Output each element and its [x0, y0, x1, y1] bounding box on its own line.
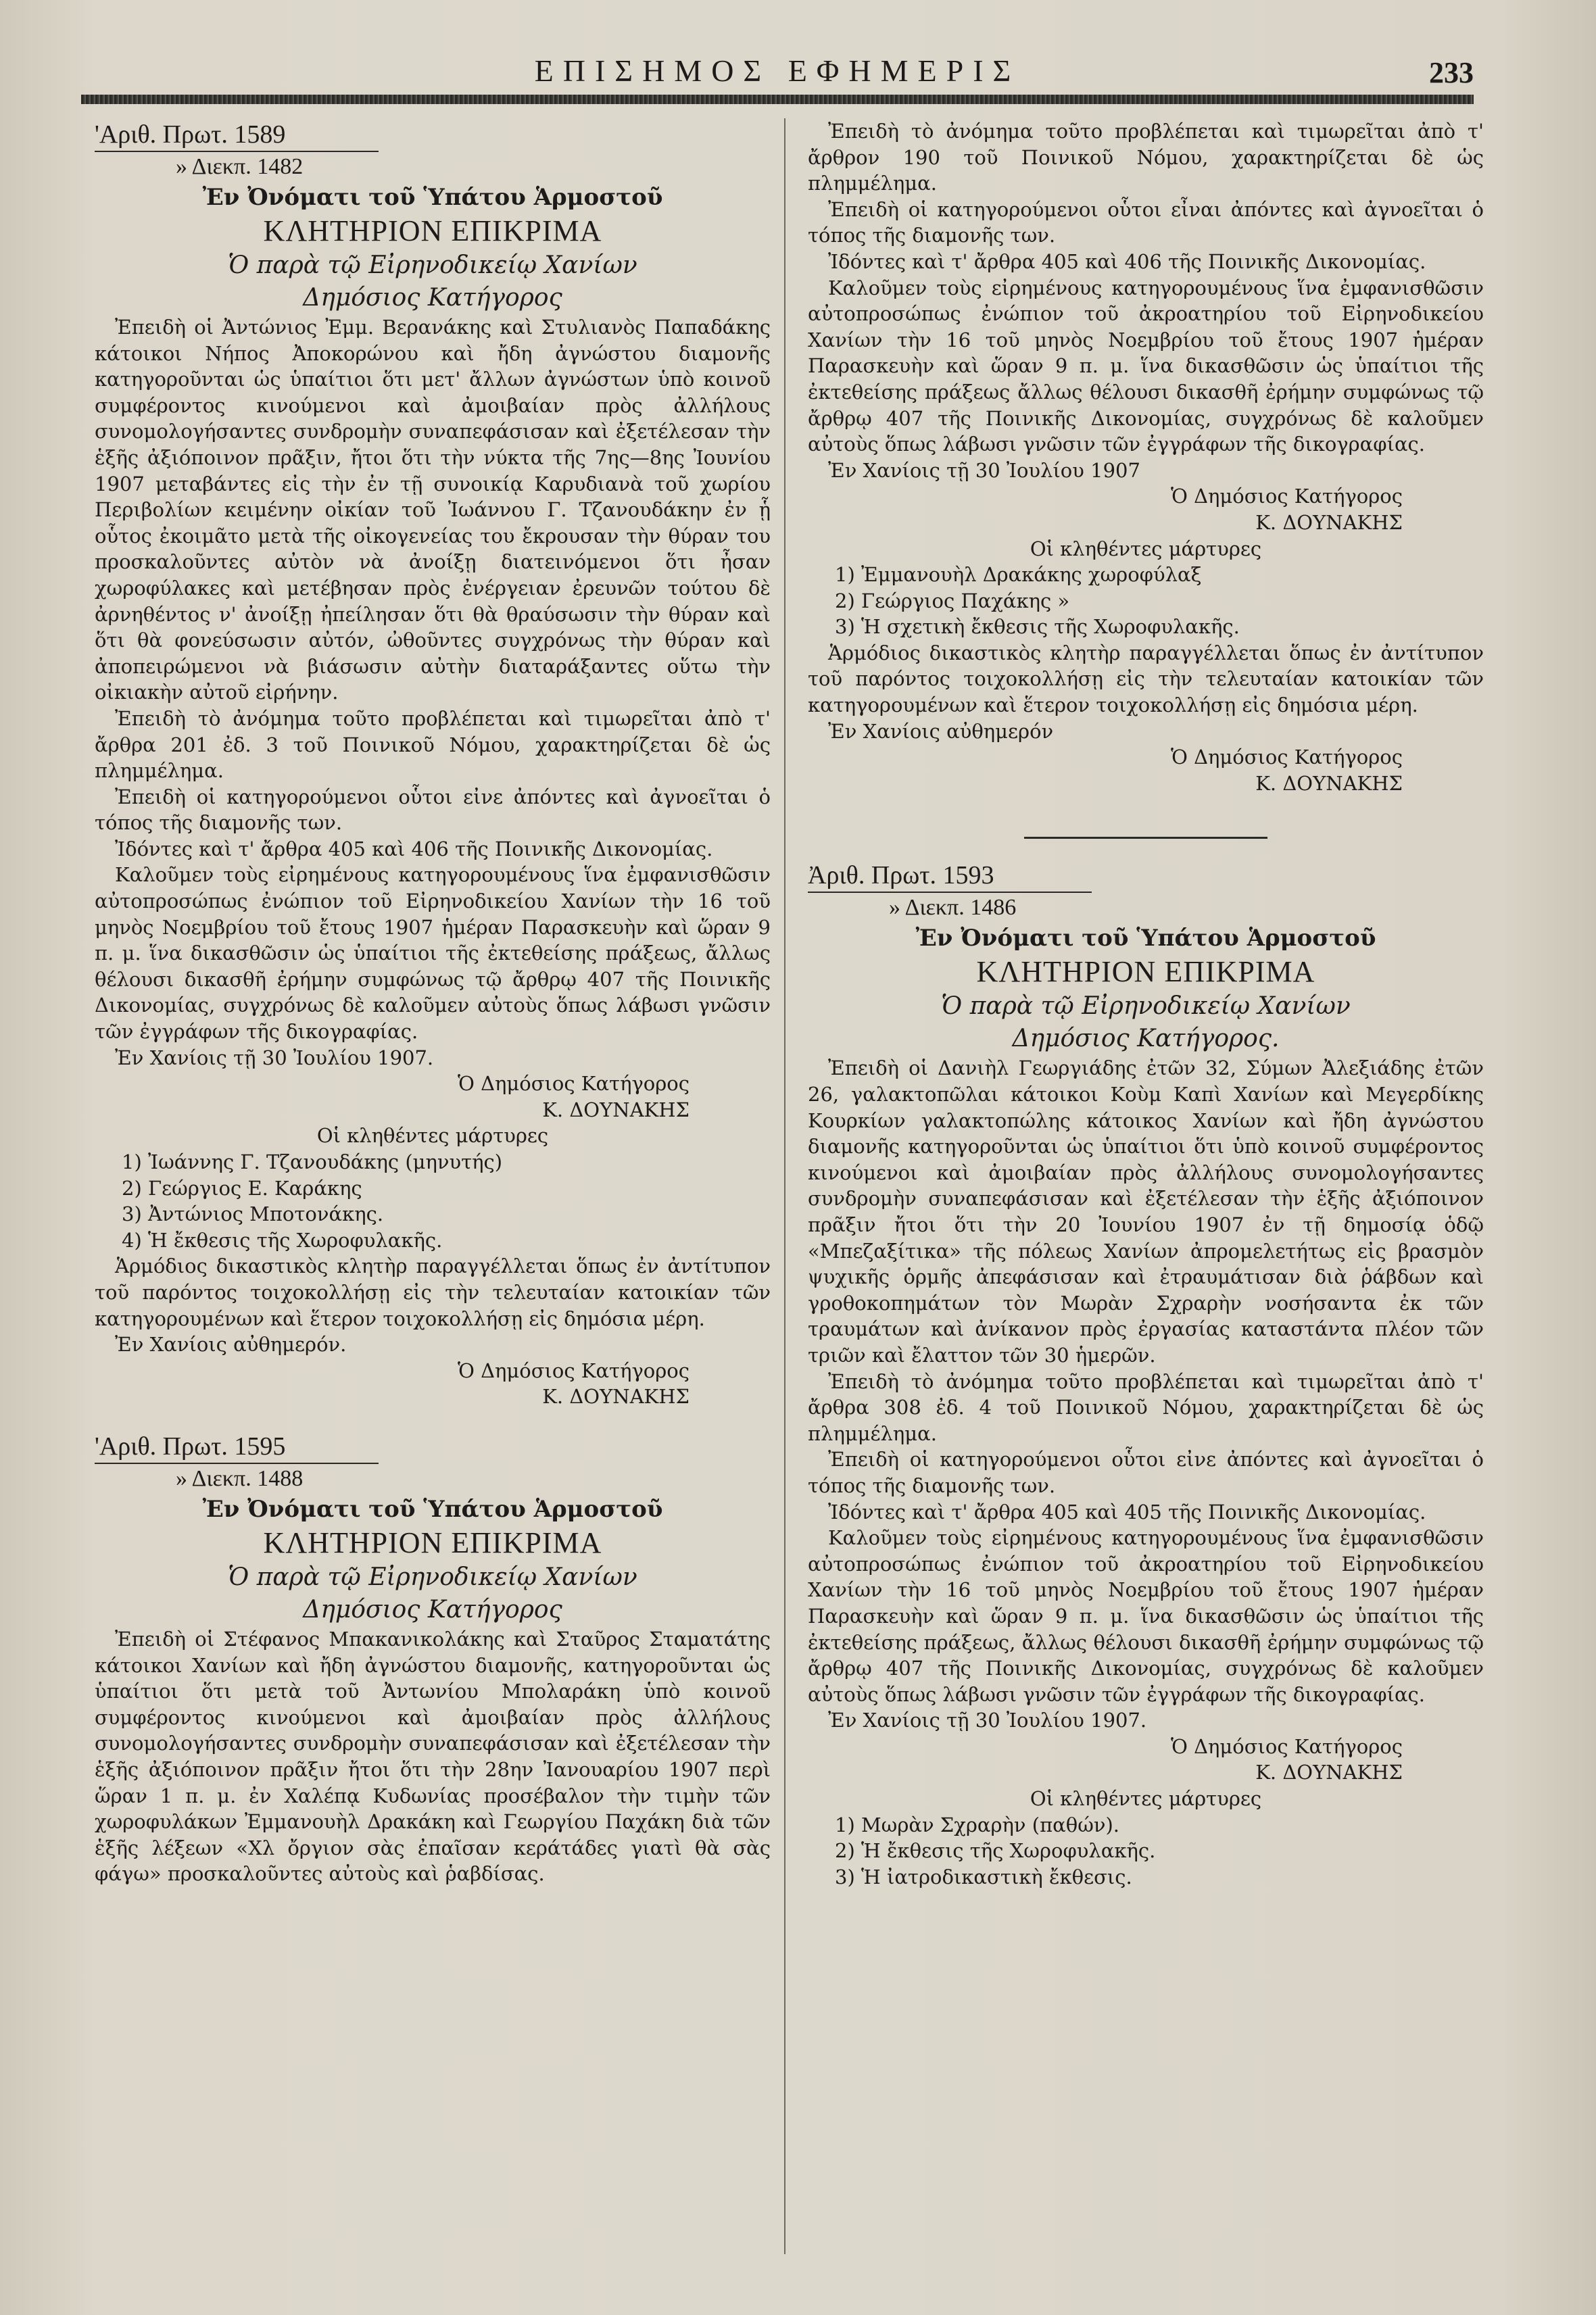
- page-header: [81, 47, 1474, 101]
- notice-body: Ἐπειδὴ τὸ ἀνόμημα τοῦτο προβλέπεται καὶ τιμωρεῖται ἀπὸ τ' ἄρθρα 308 ἐδ. 4 τοῦ Ποινικοῦ Νόμου, χαρακτηρίζεται δὲ ὡς πλημμέλημα.: [808, 1369, 1484, 1445]
- notice-body: Ἐπειδὴ οἱ Δανιὴλ Γεωργιάδης ἐτῶν 32, Σύμων Ἀλεξιάδης ἐτῶν 26, γαλακτοπῶλαι κάτοικοι Κοὺμ Καπὶ Χανίων καὶ Μεγερδίκης Κουρκίων γαλακτοπώλης κάτοικος Χανίων καὶ ἤδη ἀγνώστου διαμονῆς κατηγοροῦνται ὡς ὑπαίτιοι ὅτι ὑπὸ κοινοῦ συμφέροντος κινούμενοι καὶ ἀμοιβαίαν πρὸς ἀλλήλους συνομολογήσαντες συνδρομὴν συναπεφάσισαν καὶ ἐξετέλεσαν τὴν ἑξῆς ἀξιόποινον πρᾶξιν ἤτοι ὅτι τὴν 20 Ἰουνίου 1907 ἐν τῇ δημοσίᾳ ὁδῷ «Μπεζαξίτικα» τῆς πόλεως Χανίων ἀπρομελετήτως εἰς βρασμὸν ψυχικῆς ὁρμῆς ἀπεφάσισαν καὶ ἐτραυμάτισαν διὰ ῥάβδων καὶ γροθοκοπημάτων τὸν Μωρὰν Σχραρὴν νοσήσαντα ἐκ τῶν τραυμάτων καὶ ἀνίκανον πρὸς ἐργασίας καταστάντα πλέον τῶν τριῶν καὶ ἔλαττον τῶν 30 ἡμερῶν.: [808, 1056, 1484, 1367]
- notice-body: Ἐπειδὴ οἱ κατηγορούμενοι οὗτοι εἶναι ἀπόντες καὶ ἀγνοεῖται ὁ τόπος τῆς διαμονῆς των.: [808, 197, 1484, 247]
- invocation: Ἐν Ὀνόματι τοῦ Ὑπάτου Ἁρμοστοῦ: [202, 1495, 663, 1523]
- header-rule: [81, 95, 1474, 104]
- list-item: 2) Γεώργιος Παχάκης »: [835, 589, 1070, 612]
- notice-heading: ΚΛΗΤΗΡΙΟΝ ΕΠΙΚΡΙΜΑ: [263, 1526, 602, 1559]
- signer-title: Ὁ Δημόσιος Κατήγορος: [457, 1072, 690, 1096]
- signer-name: Κ. ΔΟΥΝΑΚΗΣ: [542, 1098, 690, 1121]
- signer-name: Κ. ΔΟΥΝΑΚΗΣ: [1255, 1761, 1403, 1784]
- notice-body: Ἐπειδὴ οἱ Στέφανος Μπακανικολάκης καὶ Σταῦρος Σταματάτης κάτοικοι Χανίων καὶ ἤδη ἀγνώστου διαμονῆς, κατηγοροῦνται ὡς ὑπαίτιοι ὅτι μετὰ τοῦ Ἀντωνίου Μπολαράκη ὑπὸ κοινοῦ συμφέροντος κινούμενοι καὶ ἀμοιβαίαν πρὸς ἀλλήλους συνομολογήσαντες συνδρομὴν συναπεφάσισαν καὶ ἐξετέλεσαν τὴν ἑξῆς ἀξιόποινον πρᾶξιν ἤτοι ὅτι τὴν 28ην Ἰανουαρίου 1907 περὶ ὥραν 1 π. μ. ἐν Χαλέπᾳ Κυδωνίας προσέβαλον τὴν τιμὴν τῶν χωροφυλάκων Ἐμμανουὴλ Δρακάκη καὶ Γεωργίου Παχάκη διὰ τῶν ἑξῆς λέξεων «Χλ ὄργιον σὰς ἐπαῖσαν κεράτάδες γιατὶ θὰ σὰς φάγω» προσκαλοῦντες αὐτοὺς καὶ ῥαβδίσας.: [95, 1627, 771, 1886]
- witnesses-heading: Οἱ κληθέντες μάρτυρες: [1030, 537, 1262, 560]
- notice-body: Ἰδόντες καὶ τ' ἄρθρα 405 καὶ 406 τῆς Ποινικῆς Δικονομίας.: [115, 837, 713, 860]
- protocol-number: Ἀριθ. Πρωτ. 1593: [808, 861, 994, 890]
- right-column: [808, 118, 1484, 1890]
- protocol-number-block: [95, 1430, 379, 1464]
- list-item: 1) Ἐμμανουὴλ Δρακάκης χωροφύλαξ: [835, 563, 1202, 587]
- list-item: 3) Ἡ ἰατροδικαστικὴ ἔκθεσις.: [835, 1865, 1132, 1888]
- column-divider: [784, 118, 785, 2254]
- notice-body: Ἐπειδὴ οἱ κατηγορούμενοι οὗτοι εἰνε ἀπόντες καὶ ἀγνοεῖται ὁ τόπος τῆς διαμονῆς των.: [808, 1448, 1484, 1497]
- gazette-title: ΕΠΙΣΗΜΟΣ ΕΦΗΜΕΡΙΣ: [534, 53, 1021, 88]
- protocol-number: 'Αριθ. Πρωτ. 1595: [95, 1432, 286, 1461]
- witness-list: [95, 1149, 771, 1253]
- invocation: Ἐν Ὀνόματι τοῦ Ὑπάτου Ἁρμοστοῦ: [202, 184, 663, 211]
- notice-date: Ἐν Χανίοις αὐθημερόν: [828, 719, 1054, 743]
- court-line: Ὁ παρὰ τῷ Εἰρηνοδικείῳ Χανίων: [228, 1563, 637, 1591]
- list-item: 1) Μωρὰν Σχραρὴν (παθών).: [835, 1813, 1120, 1836]
- notice-body: Ἐπειδὴ οἱ κατηγορούμενοι οὗτοι εἰνε ἀπόντες καὶ ἀγνοεῖται ὁ τόπος τῆς διαμονῆς των.: [95, 785, 771, 835]
- list-item: 3) Ἀντώνιος Μποτονάκης.: [122, 1202, 384, 1226]
- official-line: Δημόσιος Κατήγορος: [303, 1595, 562, 1624]
- page-number: 233: [1429, 56, 1474, 89]
- signer-title: Ὁ Δημόσιος Κατήγορος: [1170, 1734, 1403, 1758]
- list-item: 3) Ἡ σχετικὴ ἔκθεσις τῆς Χωροφυλακῆς.: [835, 615, 1240, 639]
- official-line: Δημόσιος Κατήγορος.: [1012, 1025, 1280, 1053]
- notice-date: Ἐν Χανίοις αὐθημερόν.: [115, 1333, 347, 1357]
- list-item: 4) Ἡ ἔκθεσις τῆς Χωροφυλακῆς.: [122, 1228, 443, 1252]
- signer-name: Κ. ΔΟΥΝΑΚΗΣ: [1255, 771, 1403, 795]
- signer-title: Ὁ Δημόσιος Κατήγορος: [457, 1359, 690, 1382]
- notice-date: Ἐν Χανίοις τῇ 30 Ἰουλίου 1907.: [828, 1709, 1147, 1732]
- posting-order: Ἁρμόδιος δικαστικὸς κλητὴρ παραγγέλλεται ὅπως ἐν ἀντίτυπον τοῦ παρόντος τοιχοκολλήσῃ εἰς τὴν τελευταίαν κατοικίαν τῶν κατηγορουμένων καὶ ἕτερον τοιχοκολλήσῃ εἰς δημόσια μέρη.: [95, 1254, 771, 1330]
- notice-body: Ἐπειδὴ τὸ ἀνόμημα τοῦτο προβλέπεται καὶ τιμωρεῖται ἀπὸ τ' ἄρθρα 201 ἐδ. 3 τοῦ Ποινικοῦ Νόμου, χαρακτηρίζεται δὲ ὡς πλημμέλημα.: [95, 706, 771, 783]
- list-item: 1) Ἰωάννης Γ. Τζανουδάκης (μηνυτής): [122, 1150, 503, 1173]
- signer-title: Ὁ Δημόσιος Κατήγορος: [1170, 746, 1403, 769]
- notice-body: Ἐπειδὴ οἱ Ἀντώνιος Ἐμμ. Βερανάκης καὶ Στυλιανὸς Παπαδάκης κάτοικοι Νήπος Ἀποκορώνου καὶ ἤδη ἀγνώστου διαμονῆς κατηγοροῦνται ὡς ὑπαίτιοι ὅτι μετ' ἄλλων ἀγνώστων ὑπὸ κοινοῦ συμφέροντος κινούμενοι καὶ ἀμοιβαίαν πρὸς ἀλλήλους συνομολογήσαντες συνδρομὴν συναπεφάσισαν καὶ ἐξετέλεσαν τὴν ἑξῆς ἀξιόποινον πρᾶξιν, ἤτοι ὅτι τὴν νύκτα τῆς 7ης—8ης Ἰουνίου 1907 μεταβάντες εἰς τὴν ἐν τῇ συνοικίᾳ Καρυδιανὰ τοῦ χωρίου Περιβολίων κειμένην οἰκίαν τοῦ Ἰωάννου Γ. Τζανουδάκην ἐν ᾗ οὗτος ἐκοιμᾶτο μετὰ τῆς οἰκογενείας του ἔκρουσαν τὴν θύραν του προσκαλοῦντες αὐτὸν νὰ ἀνοίξῃ διατεινόμενοι ὅτι ἦσαν χωροφύλακες καὶ μετέβησαν πρὸς ἐνέργειαν ἐρευνῶν τούτου δὲ ἀρνηθέντος ν' ἀνοίξῃ ἠπείλησαν ὅτι θὰ θραύσωσιν τὴν θύραν καὶ ὅτι θὰ φονεύσωσιν αὐτόν, ὠθοῦντες συγχρόνως τὴν θύραν καὶ ἀποπειρώμενοι νὰ βιάσωσιν αὐτὴν διαταράξαντες οὕτω τὴν οἰκιακὴν αὐτοῦ εἰρήνην.: [95, 316, 771, 704]
- protocol-number-block: [95, 118, 379, 152]
- signer-title: Ὁ Δημόσιος Κατήγορος: [1170, 485, 1403, 508]
- invocation: Ἐν Ὀνόματι τοῦ Ὑπάτου Ἁρμοστοῦ: [915, 925, 1376, 952]
- notice-body: Ἰδόντες καὶ τ' ἄρθρα 405 καὶ 405 τῆς Ποινικῆς Δικονομίας.: [828, 1500, 1426, 1524]
- list-item: 2) Γεώργιος Ε. Καράκης: [122, 1176, 362, 1200]
- notice-body: Ἐπειδὴ τὸ ἀνόμημα τοῦτο προβλέπεται καὶ τιμωρεῖται ἀπὸ τ' ἄρθρον 190 τοῦ Ποινικοῦ Νόμου, χαρακτηρίζεται δὲ ὡς πλημμέλημα.: [808, 120, 1484, 195]
- dispatch-number: » Διεκπ. 1488: [176, 1465, 304, 1491]
- protocol-number-block: [808, 859, 1092, 893]
- notice-body: Καλοῦμεν τοὺς εἰρημένους κατηγορουμένους ἵνα ἐμφανισθῶσιν αὐτοπροσώπως ἐνώπιον τοῦ ἀκροατηρίου τοῦ Εἰρηνοδικείου Χανίων τὴν 16 τοῦ μηνὸς Νοεμβρίου τοῦ ἔτους 1907 ἡμέραν Παρασκευὴν καὶ ὥραν 9 π. μ. ἵνα δικασθῶσιν ὡς ὑπαίτιοι τῆς ἐκτεθείσης πράξεως ἄλλως θέλουσι δικασθῆ ἐρήμην συμφώνως τῷ ἄρθρῳ 407 τῆς Ποινικῆς Δικονομίας, συγχρόνως δὲ καλοῦμεν αὐτοὺς ὅπως λάβωσι γνῶσιν τῶν ἐγγράφων τῆς δικογραφίας.: [808, 276, 1484, 456]
- notice-date: Ἐν Χανίοις τῇ 30 Ἰουλίου 1907.: [115, 1046, 434, 1069]
- court-line: Ὁ παρὰ τῷ Εἰρηνοδικείῳ Χανίων: [228, 251, 637, 279]
- posting-order: Ἁρμόδιος δικαστικὸς κλητὴρ παραγγέλλεται ὅπως ἐν ἀντίτυπον τοῦ παρόντος τοιχοκολλήσῃ εἰς τὴν τελευταίαν κατοικίαν τῶν κατηγορουμένων καὶ ἕτερον τοιχοκολλήσῃ εἰς δημόσια μέρη.: [808, 641, 1484, 717]
- list-item: 2) Ἡ ἔκθεσις τῆς Χωροφυλακῆς.: [835, 1839, 1156, 1863]
- witness-list: [808, 1812, 1484, 1891]
- official-line: Δημόσιος Κατήγορος: [303, 284, 562, 312]
- notice-body: Καλοῦμεν τοὺς εἰρημένους κατηγορουμένους ἵνα ἐμφανισθῶσιν αὐτοπροσώπως ἐνώπιον τοῦ Εἰρηνοδικείου Χανίων τὴν 16 τοῦ μηνὸς Νοεμβρίου τοῦ ἔτους 1907 ἡμέραν Παρασκευὴν καὶ ὥραν 9 π. μ. ἵνα δικασθῶσιν ὡς ὑπαίτιοι τῆς ἐκτεθείσης πράξεως, ἄλλως θέλουσι δικασθῆ ἐρήμην συμφώνως τῷ ἄρθρῳ 407 τῆς Ποινικῆς Δικονομίας, συγχρόνως δὲ καλοῦμεν αὐτοὺς ὅπως λάβωσι γνῶσιν τῶν ἐγγράφων τῆς δικογραφίας.: [95, 863, 771, 1044]
- court-line: Ὁ παρὰ τῷ Εἰρηνοδικείῳ Χανίων: [941, 992, 1351, 1021]
- signer-name: Κ. ΔΟΥΝΑΚΗΣ: [1255, 510, 1403, 534]
- notice-body: Ἰδόντες καὶ τ' ἄρθρα 405 καὶ 406 τῆς Ποινικῆς Δικονομίας.: [828, 249, 1426, 273]
- dispatch-number: » Διεκπ. 1482: [176, 154, 304, 179]
- notice-heading: ΚΛΗΤΗΡΙΟΝ ΕΠΙΚΡΙΜΑ: [976, 955, 1315, 989]
- notice-heading: ΚΛΗΤΗΡΙΟΝ ΕΠΙΚΡΙΜΑ: [263, 214, 602, 247]
- notice-date: Ἐν Χανίοις τῇ 30 Ἰουλίου 1907: [828, 458, 1140, 482]
- witnesses-heading: Οἱ κληθέντες μάρτυρες: [316, 1124, 549, 1148]
- left-column: [95, 118, 771, 1887]
- signer-name: Κ. ΔΟΥΝΑΚΗΣ: [542, 1385, 690, 1409]
- witness-list: [808, 562, 1484, 640]
- witnesses-heading: Οἱ κληθέντες μάρτυρες: [1030, 1787, 1262, 1811]
- dispatch-number: » Διεκπ. 1486: [889, 895, 1017, 921]
- notice-body: Καλοῦμεν τοὺς εἰρημένους κατηγορουμένους ἵνα ἐμφανισθῶσιν αὐτοπροσώπως ἐνώπιον τοῦ ἀκροατηρίου τοῦ Εἰρηνοδικείου Χανίων τὴν 16 τοῦ μηνὸς Νοεμβρίου τοῦ ἔτους 1907 ἡμέραν Παρασκευὴν καὶ ὥραν 9 π. μ. ἵνα δικασθῶσιν ὡς ὑπαίτιοι τῆς ἐκτεθείσης πράξεως, ἄλλως θέλουσι δικασθῆ ἐρήμην συμφώνως τῷ ἄρθρῳ 407 τῆς Ποινικῆς Δικονομίας, συγχρόνως δὲ καλοῦμεν αὐτοὺς ὅπως λάβωσι γνῶσιν τῶν ἐγγράφων τῆς δικογραφίας.: [808, 1526, 1484, 1706]
- section-divider: [1024, 837, 1267, 839]
- protocol-number: 'Αριθ. Πρωτ. 1589: [95, 120, 286, 149]
